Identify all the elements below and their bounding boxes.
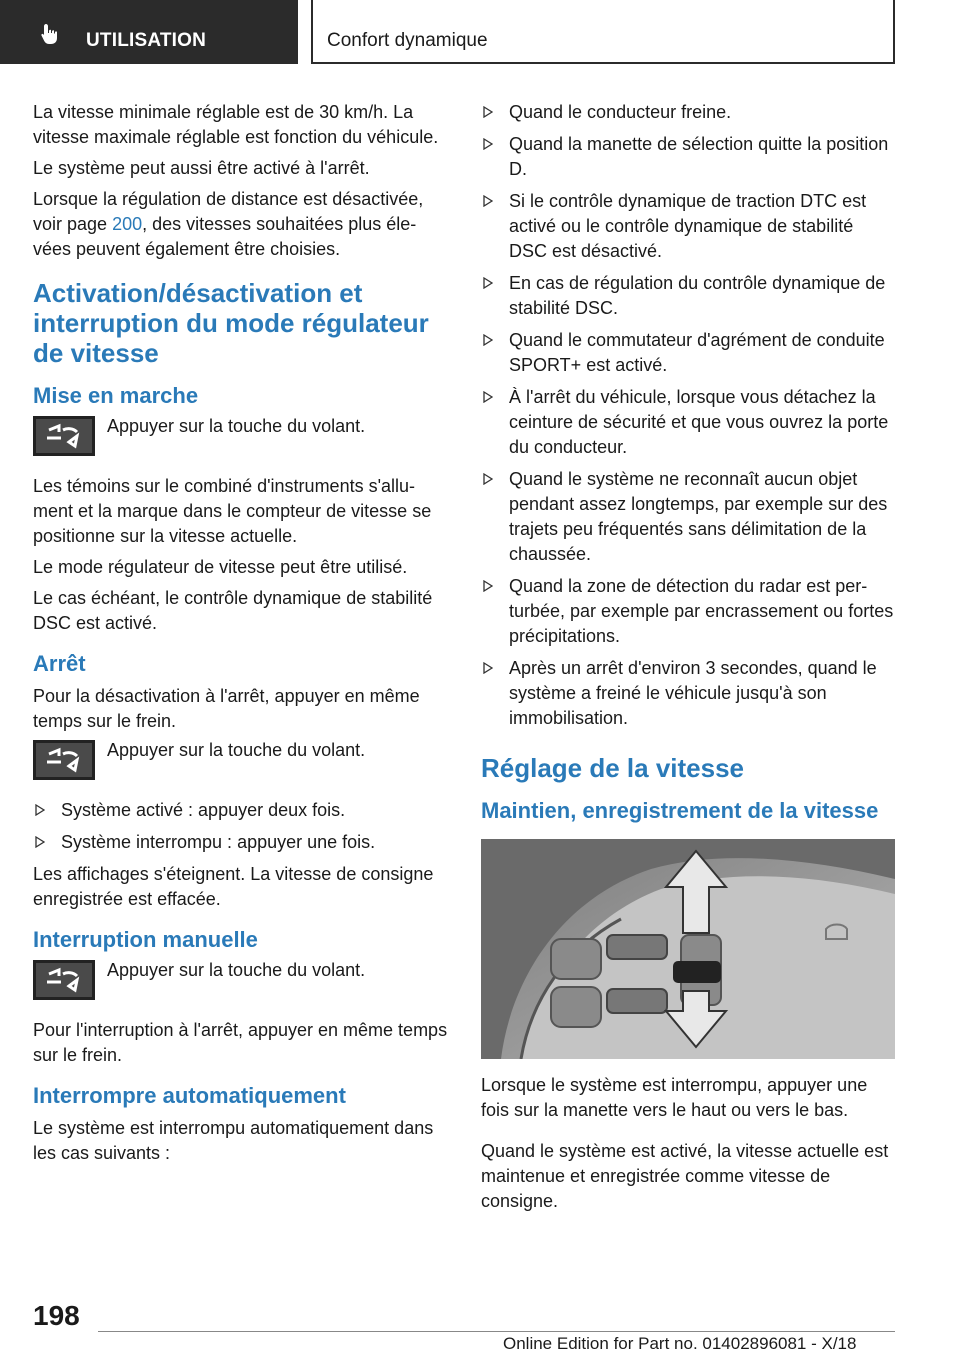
paragraph: Lorsque le système est interrompu, appuyer une fois sur la manette vers le haut ou vers le bas. xyxy=(481,1075,868,1120)
list-item: Quand le conducteur freine. xyxy=(481,100,896,125)
paragraph: La vitesse minimale réglable est de 30 km/h. La vitesse maximale réglable est fonction du véhicule. xyxy=(33,102,439,147)
triangle-bullet-icon xyxy=(483,106,493,118)
cruise-control-button-icon xyxy=(33,740,95,780)
triangle-bullet-icon xyxy=(35,804,45,816)
subheading-auto: Interrompre automatiquement xyxy=(33,1083,346,1108)
triangle-bullet-icon xyxy=(483,195,493,207)
list-item: À l'arrêt du véhicule, lorsque vous détachez la ceinture de sécurité et que vous ouvrez la porte du conducteur. xyxy=(481,385,896,460)
page-number: 198 xyxy=(33,1300,80,1331)
paragraph: Lorsque la régulation de distance est désactivée, voir page 200, des vitesses souhaitées plus élevées peuvent également être choisies. xyxy=(33,189,424,259)
triangle-bullet-icon xyxy=(483,138,493,150)
list-item: Système interrompu : appuyer une fois. xyxy=(33,830,448,855)
paragraph: Le système peut aussi être activé à l'arrêt. xyxy=(33,158,370,178)
triangle-bullet-icon xyxy=(483,391,493,403)
right-column xyxy=(481,100,896,1220)
list-item: Quand la manette de sélection quitte la position D. xyxy=(481,132,896,182)
triangle-bullet-icon xyxy=(483,662,493,674)
triangle-bullet-icon xyxy=(483,580,493,592)
paragraph: Le mode régulateur de vitesse peut être utilisé. xyxy=(33,557,408,577)
triangle-bullet-icon xyxy=(483,473,493,485)
chapter-title: Confort dynamique xyxy=(327,30,488,51)
list-item: Quand le commutateur d'agrément de conduite SPORT+ est activé. xyxy=(481,328,896,378)
hand-pointer-icon xyxy=(38,22,62,46)
paragraph: Le cas échéant, le contrôle dynamique de stabilité DSC est activé. xyxy=(33,588,433,633)
key-instruction: Appuyer sur la touche du volant. xyxy=(33,416,448,462)
section-title: UTILISATION xyxy=(86,30,207,51)
paragraph: Les affichages s'éteignent. La vitesse de consigne enregistrée est effacée. xyxy=(33,864,434,909)
paragraph: Pour l'interruption à l'arrêt, appuyer en même temps sur le frein. xyxy=(33,1020,448,1065)
paragraph: Pour la désactivation à l'arrêt, appuyer en même temps sur le frein. xyxy=(33,686,420,731)
key-instruction: Appuyer sur la touche du volant. xyxy=(33,960,448,1006)
list-item: Après un arrêt d'environ 3 secondes, quand le système a freiné le véhicule jusqu'à son immobilisation. xyxy=(481,656,896,731)
page-link[interactable]: 200 xyxy=(112,214,143,234)
list-item: Si le contrôle dynamique de traction DTC est activé ou le contrôle dynamique de stabilité DSC est désactivé. xyxy=(481,189,896,264)
footer-divider xyxy=(98,1331,895,1332)
left-column xyxy=(33,100,448,1172)
section-heading: Réglage de la vitesse xyxy=(481,753,745,783)
subheading-start: Mise en marche xyxy=(33,383,199,408)
list-item: Quand la zone de détection du radar est perturbée, par exemple par encrassement ou fortes précipitations. xyxy=(481,574,896,649)
key-instruction: Appuyer sur la touche du volant. xyxy=(33,740,448,786)
list-item: Système activé : appuyer deux fois. xyxy=(33,798,448,823)
paragraph: Le système est interrompu automatiquement dans les cas suivants : xyxy=(33,1118,434,1163)
subheading: Maintien, enregistrement de la vitesse xyxy=(481,798,879,823)
section-heading: Activation/désactivation et interruption du mode régulateur de vitesse xyxy=(33,278,429,368)
bullet-list xyxy=(481,100,896,731)
paragraph: Quand le système est activé, la vitesse actuelle est maintenue et enregistrée comme vitesse de consigne. xyxy=(481,1141,889,1211)
triangle-bullet-icon xyxy=(35,836,45,848)
chapter-tab xyxy=(311,0,895,64)
paragraph: Les témoins sur le combiné d'instruments s'allument et la marque dans le compteur de vitesse se positionne sur la vitesse actuelle. xyxy=(33,476,432,546)
subheading-manual: Interruption manuelle xyxy=(33,927,258,952)
bullet-list xyxy=(33,798,448,855)
page-header xyxy=(0,0,960,66)
triangle-bullet-icon xyxy=(483,334,493,346)
subheading-stop: Arrêt xyxy=(33,651,86,676)
list-item: En cas de régulation du contrôle dynamique de stabilité DSC. xyxy=(481,271,896,321)
list-item: Quand le système ne reconnaît aucun objet pendant assez longtemps, par exemple sur des trajets peu fréquentés sans délimitation de la chaussée. xyxy=(481,467,896,567)
section-tab xyxy=(0,0,298,64)
cruise-control-button-icon xyxy=(33,416,95,456)
steering-wheel-lever-illustration xyxy=(481,839,895,1059)
cruise-control-button-icon xyxy=(33,960,95,1000)
footer-edition: Online Edition for Part no. 01402896081 - X/18 xyxy=(503,1334,857,1353)
triangle-bullet-icon xyxy=(483,277,493,289)
